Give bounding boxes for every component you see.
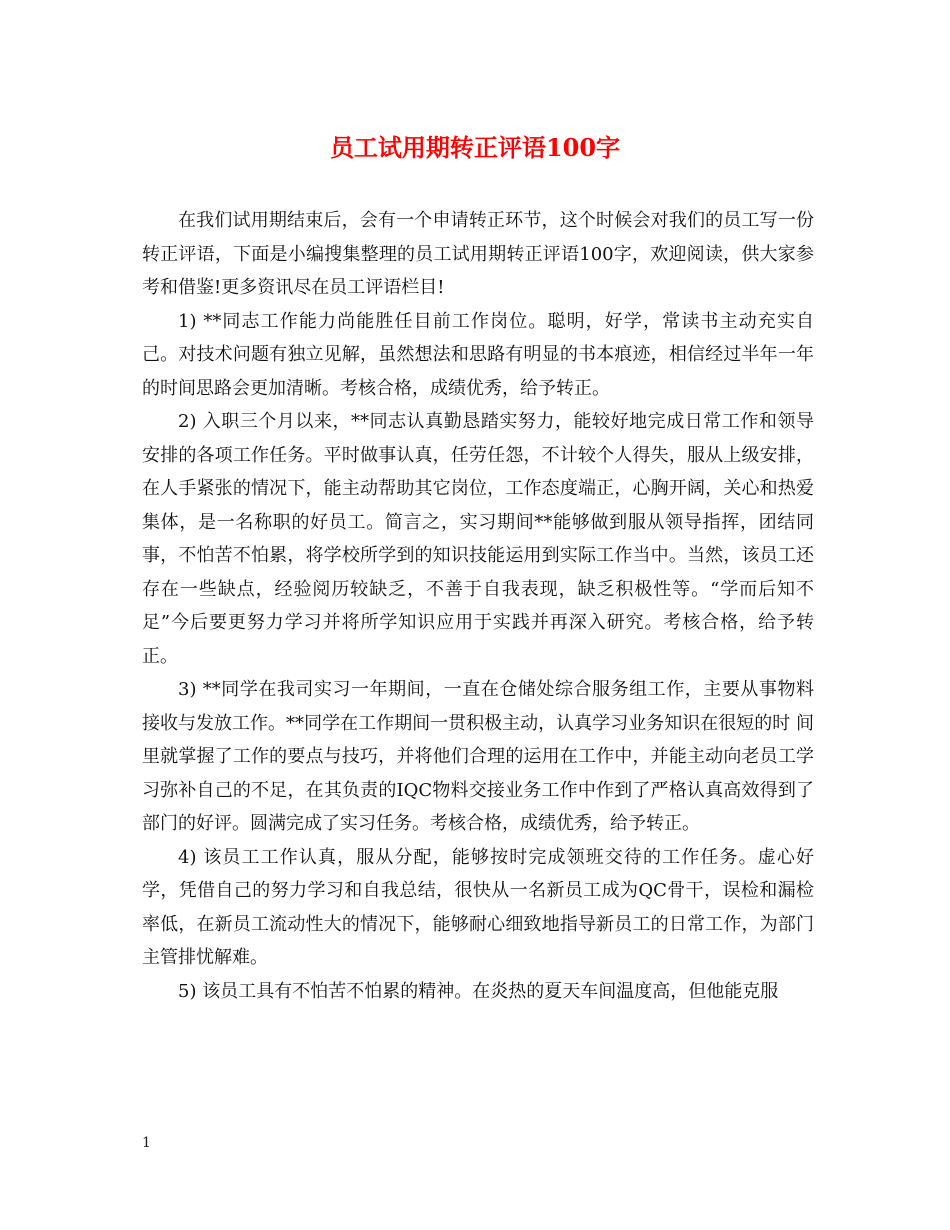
paragraph-item-1: 1) **同志工作能力尚能胜任目前工作岗位。聪明，好学，常读书主动充实自己。对技术问题有独立见解，虽然想法和思路有明显的书本痕迹，相信经过半年一年的时间思路会更加清晰。考核合格，成绩优秀，给予转正。 — [142, 310, 814, 399]
paragraph-item-4: 4) 该员工工作认真，服从分配，能够按时完成领班交待的工作任务。虚心好学，凭借自己的努力学习和自我总结，很快从一名新员工成为QC骨干，误检和漏检率低，在新员工流动性大的情况下，能够耐心细致地指导新员工的日常工作，为部门主管排忧解难。 — [142, 846, 814, 968]
paragraph-item-3: 3) **同学在我司实习一年期间，一直在仓储处综合服务组工作，主要从事物料接收与发放工作。**同学在工作期间一贯积极主动，认真学习业务知识在很短的时 间里就掌握了工作的要点与技巧，并将他们合理的运用在工作中，并能主动向老员工学习弥补自己的不足，在其负责的IQC物料交接业务工作中作到了严格认真高效得到了部门的好评。圆满完成了实习任务。考核合格，成绩优秀，给予转正。 — [142, 679, 814, 834]
page-number: 1 — [142, 1135, 151, 1151]
page-title: 员工试用期转正评语100字 — [329, 133, 621, 162]
paragraph-intro: 在我们试用期结束后，会有一个申请转正环节，这个时候会对我们的员工写一份转正评语，下面是小编搜集整理的员工试用期转正评语100字，欢迎阅读，供大家参考和借鉴!更多资讯尽在员工评语栏目! — [142, 210, 814, 298]
paragraph-item-2: 2) 入职三个月以来，**同志认真勤恳踏实努力，能较好地完成日常工作和领导安排的各项工作任务。平时做事认真，任劳任怨，不计较个人得失，服从上级安排，在人手紧张的情况下，能主动帮助其它岗位，工作态度端正，心胸开阔，关心和热爱集体，是一名称职的好员工。简言之，实习期间**能够做到服从领导指挥，团结同事，不怕苦不怕累，将学校所学到的知识技能运用到实际工作当中。当然，该员工还存在一些缺点，经验阅历较缺乏，不善于自我表现，缺乏积极性等。“学而后知不足”今后要更努力学习并将所学知识应用于实践并再深入研究。考核合格，给予转正。 — [142, 411, 814, 667]
document-body — [142, 204, 814, 1008]
paragraph-item-5: 5) 该员工具有不怕苦不怕累的精神。在炎热的夏天车间温度高，但他能克服 — [178, 980, 779, 1002]
